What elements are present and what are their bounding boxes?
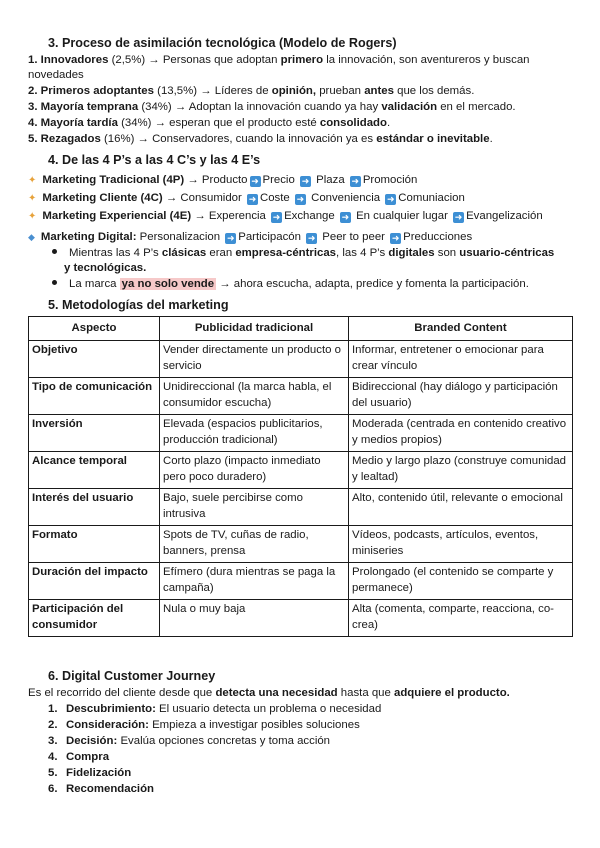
cell: Alta (comenta, comparte, reacciona, co-crea) xyxy=(349,600,573,637)
digital-sub-2 xyxy=(28,277,588,292)
section-6-title: 6. Digital Customer Journey xyxy=(48,669,216,683)
arrow: → xyxy=(191,210,209,222)
arrow-right-icon: ➜ xyxy=(251,176,259,186)
rogers-item-1-cont: novedades xyxy=(28,69,84,81)
highlight: ya no solo vende xyxy=(121,278,215,290)
arrow-right-icon: ➜ xyxy=(301,176,310,186)
text: son xyxy=(434,247,460,259)
element: Conveniencia xyxy=(311,192,381,204)
arrow-right-icon: ➜ xyxy=(387,194,395,204)
item-number: 4. xyxy=(28,117,38,129)
item-bold: consolidado xyxy=(319,117,387,129)
step-number: 3. xyxy=(48,735,58,747)
element: Participacón xyxy=(238,231,301,243)
arrow-right-icon: ➜ xyxy=(341,212,350,222)
cell: Prolongado (el contenido se comparte y permanece) xyxy=(349,563,573,600)
column-header: Aspecto xyxy=(29,317,160,341)
marketing-label: Marketing Cliente (4C) xyxy=(42,192,163,204)
element: Experencia xyxy=(208,210,266,222)
journey-step-6 xyxy=(48,782,600,797)
item-text: que los demás. xyxy=(393,85,475,97)
item-text: (13,5%) → Líderes de xyxy=(153,85,272,97)
arrow-right-icon: ➜ xyxy=(296,194,305,204)
table-row xyxy=(29,526,573,563)
cell: Unidireccional (la marca habla, el consumidor escucha) xyxy=(160,378,349,415)
cell: Bajo, suele percibirse como intrusiva xyxy=(160,489,349,526)
diamond-bullet-icon: ◆ xyxy=(28,232,35,242)
step-label: Compra xyxy=(66,751,110,763)
element: Evangelización xyxy=(466,210,543,222)
step-number: 4. xyxy=(48,751,58,763)
step-label: Decisión: xyxy=(66,735,118,747)
marketing-label: Marketing Experiencial (4E) xyxy=(42,210,192,222)
item-text: . xyxy=(386,117,391,129)
cell: Vender directamente un producto o servicio xyxy=(160,341,349,378)
item-label: Mayoría tardía xyxy=(40,117,118,129)
cell: Elevada (espacios publicitarios, producción tradicional) xyxy=(160,415,349,452)
item-bold: primero xyxy=(280,54,324,66)
journey-step-2 xyxy=(48,718,600,733)
journey-step-5 xyxy=(48,766,600,781)
text: → ahora escucha, adapta, predice y fomenta la participación. xyxy=(216,278,529,290)
journey-intro xyxy=(28,686,588,701)
element: Exchange xyxy=(284,210,335,222)
rogers-item-5 xyxy=(28,132,588,147)
cell: Medio y largo plazo (construye comunidad y lealtad) xyxy=(349,452,573,489)
aspect-cell: Tipo de comunicación xyxy=(29,378,160,415)
column-header: Branded Content xyxy=(349,317,573,341)
step-label: Descubrimiento: xyxy=(66,703,156,715)
bold: detecta una necesidad xyxy=(215,687,338,699)
cell: Corto plazo (impacto inmediato pero poco duradero) xyxy=(160,452,349,489)
cell: Spots de TV, cuñas de radio, banners, prensa xyxy=(160,526,349,563)
bold: clásicas xyxy=(161,247,207,259)
cell: Moderada (centrada en contenido creativo y medios propios) xyxy=(349,415,573,452)
arrow: → xyxy=(162,192,181,204)
text: hasta que xyxy=(337,687,394,699)
item-label: Primeros adoptantes xyxy=(40,85,154,97)
element: Consumidor xyxy=(180,192,242,204)
arrow-right-icon: ➜ xyxy=(226,233,235,243)
step-text: Empieza a investigar posibles soluciones xyxy=(148,719,360,731)
text: Mientras las 4 P’s xyxy=(69,247,162,259)
step-number: 1. xyxy=(48,703,58,715)
step-label: Fidelización xyxy=(66,767,132,779)
cell: Bidireccional (hay diálogo y participación del usuario) xyxy=(349,378,573,415)
element: Plaza xyxy=(316,174,345,186)
journey-step-3 xyxy=(48,734,600,749)
section-5-title: 5. Metodologías del marketing xyxy=(48,298,229,312)
cell: Alto, contenido útil, relevante o emocional xyxy=(349,489,573,526)
marketing-digital xyxy=(28,230,588,245)
arrow-right-icon: ➜ xyxy=(454,212,463,222)
item-bold: validación xyxy=(381,101,438,113)
marketing-4c xyxy=(28,191,588,206)
step-text: Evalúa opciones concretas y toma acción xyxy=(117,735,331,747)
element: Comuniacion xyxy=(398,192,465,204)
step-label: Consideración: xyxy=(66,719,149,731)
element: Coste xyxy=(259,192,290,204)
rogers-item-3 xyxy=(28,100,588,115)
bold: empresa-céntricas xyxy=(235,247,337,259)
table-header-row xyxy=(29,317,573,341)
element: Promoción xyxy=(362,174,418,186)
item-text: . xyxy=(489,133,493,145)
bold: usuario-céntricas xyxy=(459,247,555,259)
section-3-title: 3. Proceso de asimilación tecnológica (Modelo de Rogers) xyxy=(48,36,397,50)
marketing-4e xyxy=(28,209,588,224)
rogers-item-4 xyxy=(28,116,588,131)
element: Preducciones xyxy=(403,231,473,243)
table-row xyxy=(29,452,573,489)
item-bold: estándar o inevitable xyxy=(376,133,490,145)
aspect-cell: Participación del consumidor xyxy=(29,600,160,637)
marketing-4p xyxy=(28,173,588,188)
table-row xyxy=(29,415,573,452)
item-number: 5. xyxy=(28,133,38,145)
arrow-right-icon: ➜ xyxy=(248,194,257,204)
aspect-cell: Inversión xyxy=(29,415,160,452)
arrow-right-icon: ➜ xyxy=(307,233,316,243)
item-number: 2. xyxy=(28,85,38,97)
step-label: Recomendación xyxy=(66,783,154,795)
item-label: Rezagados xyxy=(40,133,101,145)
journey-step-1 xyxy=(48,702,600,717)
digital-sub-1 xyxy=(28,246,588,261)
journey-step-4 xyxy=(48,750,600,765)
aspect-cell: Objetivo xyxy=(29,341,160,378)
marketing-label: Marketing Digital: xyxy=(40,231,137,243)
star-bullet-icon: ✦ xyxy=(28,211,37,222)
text: La marca xyxy=(69,278,120,290)
item-bold: opinión, xyxy=(271,85,317,97)
section-4-title: 4. De las 4 P’s a las 4 C’s y las 4 E’s xyxy=(48,153,261,167)
marketing-methods-table xyxy=(28,316,573,637)
rogers-item-2 xyxy=(28,84,588,99)
item-text: en el mercado. xyxy=(437,101,516,113)
item-text: (34%) → esperan que el producto esté xyxy=(117,117,320,129)
item-text: (16%) → Conservadores, cuando la innovación ya es xyxy=(100,133,377,145)
item-text: la innovación, son aventureros y buscan xyxy=(323,54,530,66)
step-text: El usuario detecta un problema o necesidad xyxy=(155,703,382,715)
table-row xyxy=(29,600,573,637)
aspect-cell: Alcance temporal xyxy=(29,452,160,489)
bullet-dot-icon xyxy=(52,280,57,285)
text: eran xyxy=(206,247,236,259)
digital-sub-1-cont xyxy=(64,261,600,276)
aspect-cell: Formato xyxy=(29,526,160,563)
item-label: Mayoría temprana xyxy=(40,101,139,113)
element: Producto xyxy=(201,174,248,186)
bold: y tecnológicas. xyxy=(64,262,147,274)
aspect-cell: Interés del usuario xyxy=(29,489,160,526)
item-number: 3. xyxy=(28,101,38,113)
aspect-cell: Duración del impacto xyxy=(29,563,160,600)
arrow-right-icon: ➜ xyxy=(351,176,360,186)
table-row xyxy=(29,563,573,600)
marketing-label: Marketing Tradicional (4P) xyxy=(42,174,185,186)
step-number: 6. xyxy=(48,783,58,795)
table-row xyxy=(29,489,573,526)
element: Precio xyxy=(262,174,295,186)
step-number: 2. xyxy=(48,719,58,731)
cell: Nula o muy baja xyxy=(160,600,349,637)
item-text: (34%) → Adoptan la innovación cuando ya hay xyxy=(138,101,382,113)
table-row xyxy=(29,341,573,378)
rogers-item-1 xyxy=(28,53,588,68)
element: Peer to peer xyxy=(319,231,385,243)
star-bullet-icon: ✦ xyxy=(28,193,37,204)
element: Personalizacion xyxy=(136,231,221,243)
arrow-right-icon: ➜ xyxy=(391,233,400,243)
item-text: prueban xyxy=(316,85,365,97)
item-number: 1. xyxy=(28,54,38,66)
element: En cualquier lugar xyxy=(356,210,448,222)
arrow: → xyxy=(184,174,202,186)
cell: Vídeos, podcasts, artículos, eventos, miniseries xyxy=(349,526,573,563)
cell: Informar, entretener o emocionar para crear vínculo xyxy=(349,341,573,378)
bold: digitales xyxy=(388,247,435,259)
column-header: Publicidad tradicional xyxy=(160,317,349,341)
star-bullet-icon: ✦ xyxy=(28,175,37,186)
bullet-dot-icon xyxy=(52,249,57,254)
step-number: 5. xyxy=(48,767,58,779)
arrow-right-icon: ➜ xyxy=(272,212,281,222)
table-row xyxy=(29,378,573,415)
item-label: Innovadores xyxy=(40,54,109,66)
item-text: (2,5%) → Personas que adoptan xyxy=(108,54,281,66)
text: , las 4 P’s xyxy=(336,247,389,259)
bold: adquiere el producto. xyxy=(394,687,510,699)
item-bold: antes xyxy=(364,85,394,97)
cell: Efímero (dura mientras se paga la campaña) xyxy=(160,563,349,600)
text: Es el recorrido del cliente desde que xyxy=(28,687,216,699)
